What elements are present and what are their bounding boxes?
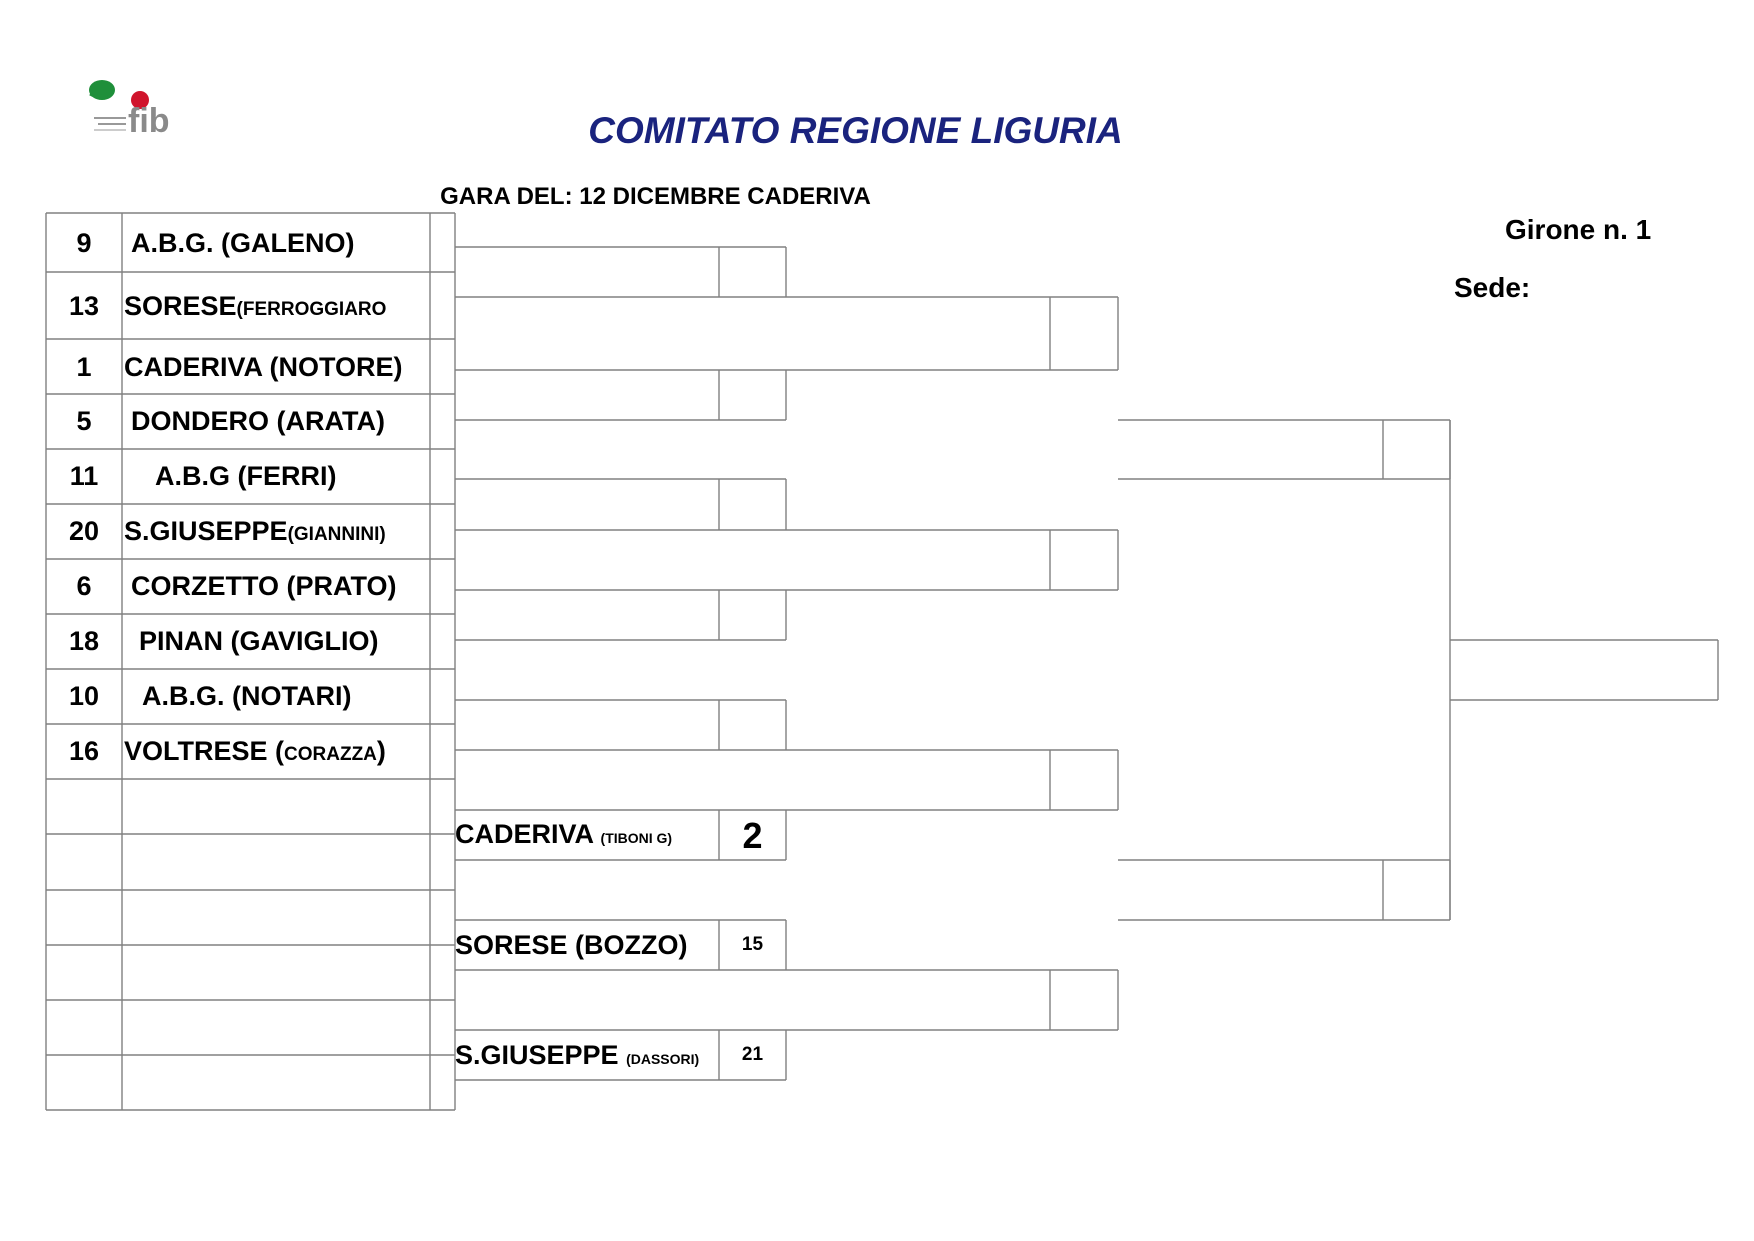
team-name: PINAN (GAVIGLIO): [139, 626, 379, 656]
team-name: SORESE(FERROGGIARO: [124, 291, 387, 321]
seed-number: 10: [68, 681, 100, 711]
team-name: A.B.G (FERRI): [155, 461, 337, 491]
page-title: COMITATO REGIONE LIGURIA: [588, 110, 1123, 151]
seed-number: 5: [76, 406, 92, 436]
fib-logo-text: fib: [128, 102, 170, 140]
bracket-team: S.GIUSEPPE (DASSORI): [455, 1040, 700, 1070]
seed-number: 20: [68, 516, 100, 546]
venue-label: Sede:: [1454, 272, 1531, 303]
seed-number: 16: [68, 736, 100, 766]
bracket-score: 2: [742, 815, 763, 856]
seed-number: 18: [68, 626, 100, 656]
bracket-team: SORESE (BOZZO): [455, 930, 688, 960]
team-name: DONDERO (ARATA): [131, 406, 385, 436]
team-name: A.B.G. (GALENO): [131, 228, 355, 258]
event-subtitle: GARA DEL: 12 DICEMBRE CADERIVA: [440, 183, 871, 210]
seed-number: 11: [69, 461, 99, 491]
team-name: CADERIVA (NOTORE): [124, 352, 403, 382]
bracket-score: 15: [741, 934, 764, 955]
bracket-score: 21: [741, 1044, 764, 1065]
team-name: S.GIUSEPPE(GIANNINI): [124, 516, 386, 546]
seed-number: 1: [76, 352, 92, 382]
team-name: CORZETTO (PRATO): [131, 571, 397, 601]
seed-number: 6: [76, 571, 92, 601]
group-label: Girone n. 1: [1505, 214, 1652, 245]
seed-number: 13: [68, 291, 100, 321]
bracket-team: CADERIVA (TIBONI G): [455, 819, 673, 849]
seed-number: 9: [76, 228, 92, 258]
team-name: VOLTRESE (CORAZZA): [124, 736, 386, 766]
team-name: A.B.G. (NOTARI): [142, 681, 352, 711]
